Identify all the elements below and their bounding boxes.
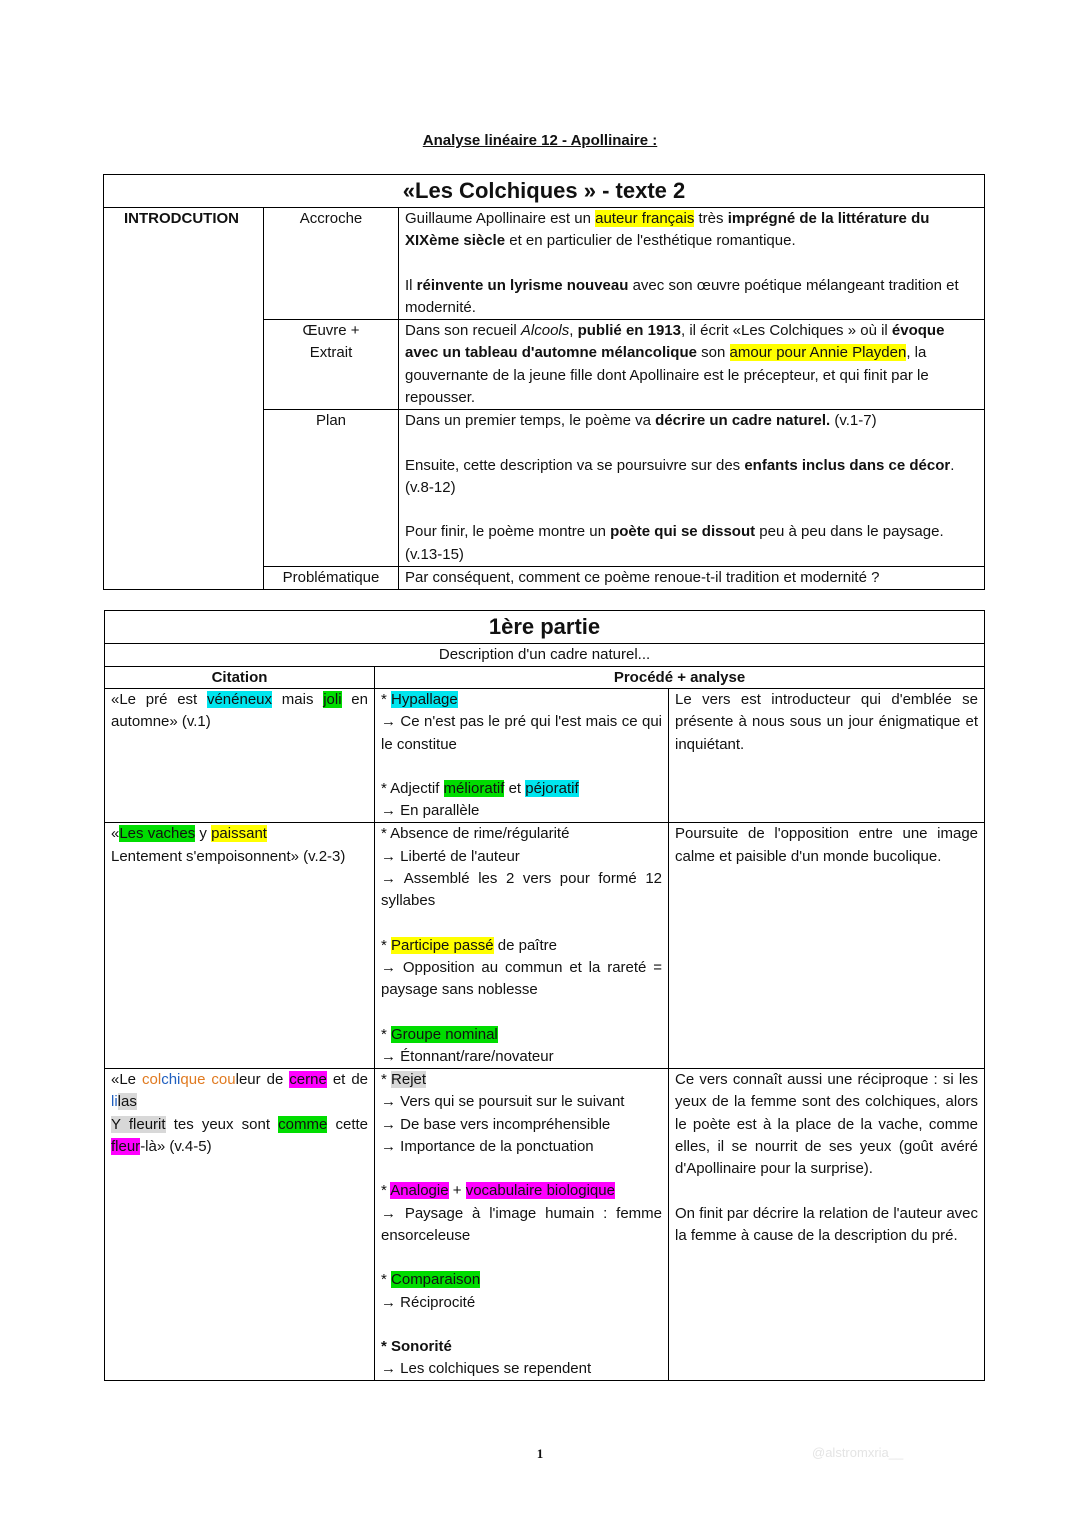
part1-subtitle: Description d'un cadre naturel... xyxy=(105,644,985,667)
plan-content xyxy=(399,410,985,566)
procede-cell: * Rejet → Vers qui se poursuit sur le suivant → De base vers incompréhensible → Importance de la ponctuation * Analogie + vocabulaire biologique → Paysage à l'image humain : femme ensorceleuse * Comparaison → Réciprocité * Sonorité → Les colchiques se rependent xyxy=(375,1069,669,1381)
intro-table xyxy=(103,174,985,590)
procede-cell: * Hypallage → Ce n'est pas le pré qui l'est mais ce qui le constitue * Adjectif mélioratif et péjoratif → En parallèle xyxy=(375,689,669,823)
accroche-paragraph-1: Guillaume Apollinaire est un auteur français très imprégné de la littérature du XIXème siècle et en particulier de l'esthétique romantique. xyxy=(405,210,930,250)
procede-cell: * Absence de rime/régularité → Liberté de l'auteur → Assemblé les 2 vers pour formé 12 syllabes * Participe passé de paître → Opposition au commun et la rareté = paysage sans noblesse * Groupe nominal → Étonnant/rare/novateur xyxy=(375,823,669,1069)
section-label-introduction: INTRODCUTION xyxy=(104,208,264,590)
analysis-cell: Le vers est introducteur qui d'emblée se présente à nous sous un jour énigmatique et inquiétant. xyxy=(669,689,985,823)
intro-title: «Les Colchiques » - texte 2 xyxy=(104,175,985,208)
problematique-content: Par conséquent, comment ce poème renoue-t-il tradition et modernité ? xyxy=(399,566,985,589)
plan-label: Plan xyxy=(264,410,399,566)
table-row xyxy=(105,1069,985,1381)
column-header-citation: Citation xyxy=(105,667,375,689)
page-title: Analyse linéaire 12 - Apollinaire : xyxy=(422,132,658,149)
accroche-content xyxy=(399,208,985,320)
plan-paragraph-1: Dans un premier temps, le poème va décrire un cadre naturel. (v.1-7) xyxy=(405,412,877,430)
table-row xyxy=(105,823,985,1069)
analysis-cell: Ce vers connaît aussi une réciproque : si les yeux de la femme sont des colchiques, alors le poète est à la place de la vache, comme elles, il se nourrit de ses yeux (goût avéré d'Apollinaire pour la surprise). On finit par décrire la relation de l'auteur avec la femme à cause de la description du pré. xyxy=(669,1069,985,1381)
part1-title: 1ère partie xyxy=(105,611,985,644)
problematique-label: Problématique xyxy=(264,566,399,589)
plan-paragraph-3: Pour finir, le poème montre un poète qui se dissout peu à peu dans le paysage. (v.13-15) xyxy=(405,523,944,563)
citation-cell: «Le colchique couleur de cerne et de lilas Y fleurit tes yeux sont comme cette fleur-là» (v.4-5) xyxy=(105,1069,375,1381)
column-header-procede: Procédé + analyse xyxy=(375,667,985,689)
accroche-label: Accroche xyxy=(264,208,399,320)
table-row xyxy=(105,689,985,823)
accroche-paragraph-2: Il réinvente un lyrisme nouveau avec son œuvre poétique mélangeant tradition et modernité. xyxy=(405,276,959,316)
oeuvre-content: Dans son recueil Alcools, publié en 1913, il écrit «Les Colchiques » où il évoque avec un tableau d'automne mélancolique son amour pour Annie Playden, la gouvernante de la jeune fille dont Apollinaire est le précepteur, et qui finit par le repousser. xyxy=(399,320,985,410)
page-number: 1 xyxy=(536,1446,544,1461)
plan-paragraph-2: Ensuite, cette description va se poursuivre sur des enfants inclus dans ce décor. (v.8-12) xyxy=(405,456,955,496)
oeuvre-label: Œuvre + Extrait xyxy=(264,320,399,410)
watermark: @alstromxria__ xyxy=(812,1445,904,1460)
analysis-cell: Poursuite de l'opposition entre une image calme et paisible d'un monde bucolique. xyxy=(669,823,985,1069)
citation-cell: «Le pré est vénéneux mais joli en automne» (v.1) xyxy=(105,689,375,823)
part1-table xyxy=(104,610,985,1381)
citation-cell: «Les vaches y paissant Lentement s'empoisonnent» (v.2-3) xyxy=(105,823,375,1069)
